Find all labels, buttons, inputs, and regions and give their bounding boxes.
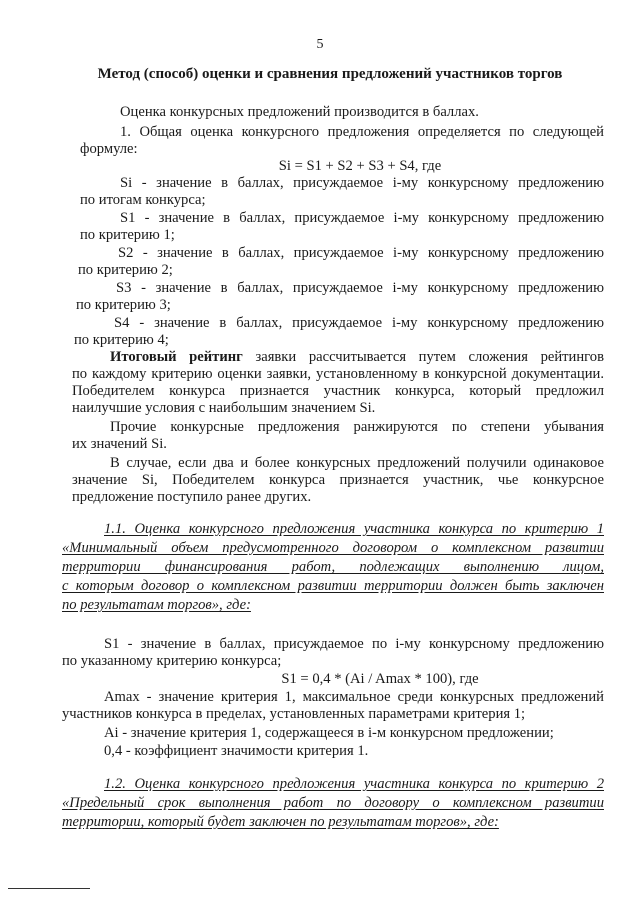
def-si-line-2: по итогам конкурса; <box>80 192 206 208</box>
def-s3-line-2: по критерию 3; <box>76 297 171 313</box>
section-1-heading-line-5: по результатам торгов», где: <box>62 597 251 613</box>
section-1-heading-line-2: «Минимальный объем предусмотренного договором о комплексном развитии <box>62 540 604 556</box>
def-s4-line-1: S4 - значение в баллах, присуждаемое i-му конкурсному предложению <box>114 315 604 331</box>
rating-line-1-rest: заявки рассчитывается путем сложения рейтингов <box>255 349 604 365</box>
ranking-line-1: Прочие конкурсные предложения ранжируются по степени убывания <box>110 419 604 435</box>
def-s3-line-1: S3 - значение в баллах, присуждаемое i-му конкурсному предложению <box>116 280 604 296</box>
section-1-heading-line-3: территории финансирования работ, подлежащих выполнению лицом, <box>62 559 604 575</box>
tie-line-2: значение Si, Победителем конкурса признается участник, чье конкурсное <box>72 472 604 488</box>
def-si-line-1: Si - значение в баллах, присуждаемое i-му конкурсному предложению <box>120 175 604 191</box>
section-2-heading-line-2: «Предельный срок выполнения работ по договору о комплексном развитии <box>62 795 604 811</box>
tie-line-1: В случае, если два и более конкурсных предложений получили одинаковое <box>110 455 604 471</box>
section-1-heading-line-1: 1.1. Оценка конкурсного предложения участника конкурса по критерию 1 <box>104 521 604 537</box>
item1-line-2: формуле: <box>80 141 138 157</box>
rating-line-4: наилучшие условия с наибольшим значением Si. <box>72 400 376 416</box>
rating-line-2: по каждому критерию оценки заявки, установленному в конкурсной документации. <box>72 366 604 382</box>
def-s2-line-1: S2 - значение в баллах, присуждаемое i-му конкурсному предложению <box>118 245 604 261</box>
s1-def-line-1: S1 - значение в баллах, присуждаемое по i-му конкурсному предложению <box>104 636 604 652</box>
rating-line-1 <box>110 349 604 366</box>
def-s1-line-2: по критерию 1; <box>80 227 175 243</box>
intro-text: Оценка конкурсных предложений производится в баллах. <box>120 104 479 120</box>
s1-formula: S1 = 0,4 * (Ai / Amax * 100), где <box>281 671 479 687</box>
item1-line-1: 1. Общая оценка конкурсного предложения определяется по следующей <box>120 124 604 140</box>
rating-line-3: Победителем конкурса признается участник конкурса, который предложил <box>72 383 604 399</box>
page-number: 5 <box>316 37 324 52</box>
coefficient-definition: 0,4 - коэффициент значимости критерия 1. <box>104 743 369 759</box>
section-2-heading-line-1: 1.2. Оценка конкурсного предложения участника конкурса по критерию 2 <box>104 776 604 792</box>
ai-definition: Ai - значение критерия 1, содержащееся в i-м конкурсном предложении; <box>104 725 554 741</box>
ranking-line-2: их значений Si. <box>72 436 167 452</box>
document-title: Метод (способ) оценки и сравнения предложений участников торгов <box>97 66 563 82</box>
rating-bold-term: Итоговый рейтинг <box>110 349 243 365</box>
amax-line-1: Amax - значение критерия 1, максимальное среди конкурсных предложений <box>104 689 604 705</box>
tie-line-3: предложение поступило ранее других. <box>72 489 312 505</box>
section-2-heading-line-3: территории, который будет заключен по результатам торгов», где: <box>62 814 499 830</box>
amax-line-2: участников конкурса в пределах, установленных параметрами критерия 1; <box>62 706 526 722</box>
footnote-divider <box>8 888 90 889</box>
section-1-heading-line-4: с которым договор о комплексном развитии территории должен быть заключен <box>62 578 604 594</box>
s1-def-line-2: по указанному критерию конкурса; <box>62 653 282 669</box>
def-s4-line-2: по критерию 4; <box>74 332 169 348</box>
def-s2-line-2: по критерию 2; <box>78 262 173 278</box>
main-formula: Si = S1 + S2 + S3 + S4, где <box>278 158 442 174</box>
def-s1-line-1: S1 - значение в баллах, присуждаемое i-му конкурсному предложению <box>120 210 604 226</box>
